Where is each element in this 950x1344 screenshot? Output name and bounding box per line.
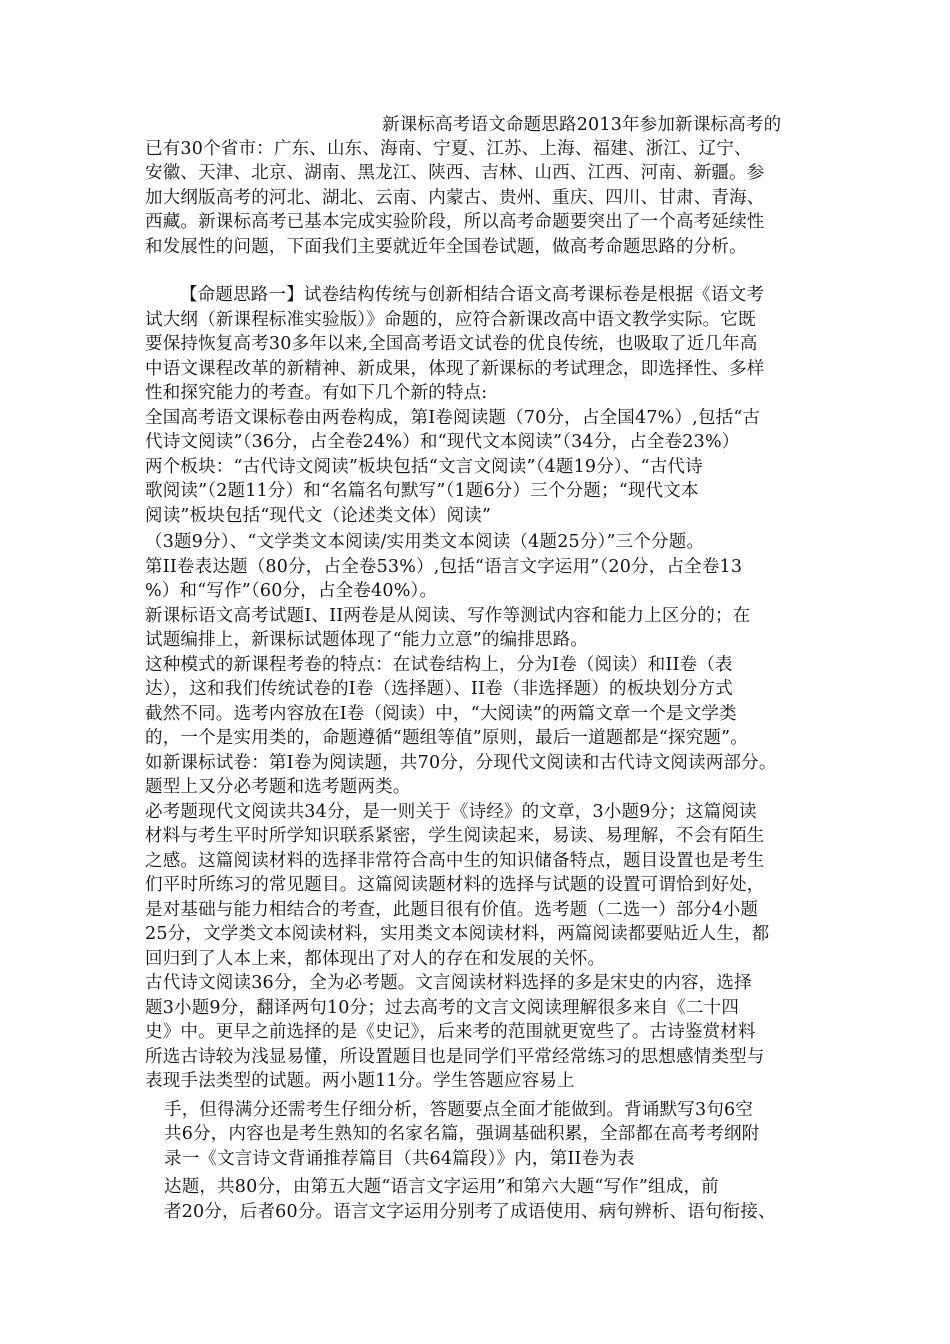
text-line: 新课标高考语文命题思路2013年参加新课标高考的 <box>382 115 782 135</box>
text-line: 所选古诗较为浅显易懂，所设置题目也是同学们平常经常练习的思想感情类型与 <box>145 1047 765 1067</box>
text-line: 题3小题9分，翻译两句10分；过去高考的文言文阅读理解很多来自《二十四 <box>145 998 740 1018</box>
text-line: 西藏。新课标高考已基本完成实验阶段，所以高考命题要突出了一个高考延续性 <box>145 212 765 232</box>
text-line: 必考题现代文阅读共34分，是一则关于《诗经》的文章，3小题9分；这篇阅读 <box>145 802 757 822</box>
text-line: 的，一个是实用类的，命题遵循“题组等值”原则，最后一道题都是“探究题”。 <box>145 728 748 748</box>
text-line: 达题，共80分，由第五大题“语言文字运用”和第六大题“写作”组成，前 <box>164 1177 719 1197</box>
text-line: 全国高考语文课标卷由两卷构成，第I卷阅读题（70分，占全国47%）,包括“古 <box>145 408 761 428</box>
text-line: %）和“写作”（60分，占全卷40%）。 <box>145 581 438 601</box>
text-line: 如新课标试卷：第I卷为阅读题，共70分，分现代文阅读和古代诗文阅读两部分。 <box>145 753 777 773</box>
text-line: 两个板块：“古代诗文阅读”板块包括“文言文阅读”（4题19分）、“古代诗 <box>145 457 703 477</box>
text-line: 截然不同。选考内容放在I卷（阅读）中，“大阅读”的两篇文章一个是文学类 <box>145 704 737 724</box>
text-line: 试题编排上，新课标试题体现了“能力立意”的编排思路。 <box>145 630 589 650</box>
text-line: 共6分，内容也是考生熟知的名家名篇，强调基础积累，全部都在高考考纲附 <box>164 1124 760 1144</box>
text-line: 是对基础与能力相结合的考查，此题目很有价值。选考题（二选一）部分4小题 <box>145 900 759 920</box>
text-line: 录一《文言诗文背诵推荐篇目（共64篇段）》内，第II卷为表 <box>164 1149 635 1169</box>
text-line: 安徽、天津、北京、湖南、黑龙江、陕西、吉林、山西、江西、河南、新疆。参 <box>145 163 765 183</box>
text-line: 25分，文学类文本阅读材料，实用类文本阅读材料，两篇阅读都要贴近人生，都 <box>145 924 770 944</box>
text-line: 材料与考生平时所学知识联系紧密，学生阅读起来，易读、易理解，不会有陌生 <box>145 826 765 846</box>
text-line: 性和探究能力的考查。有如下几个新的特点: <box>145 383 488 403</box>
text-line: 题型上又分必考题和选考题两类。 <box>145 777 411 797</box>
text-line: 代诗文阅读”（36分，占全卷24%）和“现代文本阅读”（34分，占全卷23%） <box>145 432 740 452</box>
text-line: 手，但得满分还需考生仔细分析，答题要点全面才能做到。背诵默写3句6空 <box>164 1100 754 1120</box>
text-line: 们平时所练习的常见题目。这篇阅读题材料的选择与试题的设置可谓恰到好处， <box>145 875 765 895</box>
text-line: 表现手法类型的试题。两小题11分。学生答题应容易上 <box>145 1071 575 1091</box>
text-line: 新课标语文高考试题I、II两卷是从阅读、写作等测试内容和能力上区分的；在 <box>145 606 751 626</box>
text-line: 【命题思路一】试卷结构传统与创新相结合语文高考课标卷是根据《语文考 <box>180 285 765 305</box>
text-line: 者20分，后者60分。语言文字运用分别考了成语使用、病句辨析、语句衔接、 <box>164 1202 776 1222</box>
text-line: 已有30个省市：广东、山东、海南、宁夏、江苏、上海、福建、浙江、辽宁、 <box>145 139 752 159</box>
text-line: 加大纲版高考的河北、湖北、云南、内蒙古、贵州、重庆、四川、甘肃、青海、 <box>145 188 765 208</box>
text-line: 阅读”板块包括“现代文（论述类文体）阅读” <box>145 506 492 526</box>
text-line: 和发展性的问题，下面我们主要就近年全国卷试题，做高考命题思路的分析。 <box>145 237 747 257</box>
text-line: （3题9分）、“文学类文本阅读/实用类文本阅读（4题25分）”三个分题。 <box>145 532 705 552</box>
text-line: 这种模式的新课程考卷的特点：在试卷结构上，分为I卷（阅读）和II卷（表 <box>145 655 733 675</box>
text-line: 歌阅读”（2题11分）和“名篇名句默写”（1题6分）三个分题；“现代文本 <box>145 481 699 501</box>
text-line: 古代诗文阅读36分，全为必考题。文言阅读材料选择的多是宋史的内容，选择 <box>145 973 752 993</box>
text-line: 中语文课程改革的新精神、新成果，体现了新课标的考试理念，即选择性、多样 <box>145 359 765 379</box>
text-line: 史》中。更早之前选择的是《史记》，后来考的范围就更宽些了。古诗鉴赏材料 <box>145 1022 756 1042</box>
text-line: 要保持恢复高考30多年以来,全国高考语文试卷的优良传统，也吸取了近几年高 <box>145 334 758 354</box>
text-line: 回归到了人本上来，都体现出了对人的存在和发展的关怀。 <box>145 949 606 969</box>
text-line: 达），这和我们传统试卷的I卷（选择题）、II卷（非选择题）的板块划分方式 <box>145 679 733 699</box>
text-line: 之感。这篇阅读材料的选择非常符合高中生的知识储备特点，题目设置也是考生 <box>145 851 765 871</box>
text-line: 第II卷表达题（80分，占全卷53%）,包括“语言文字运用”（20分，占全卷13 <box>145 557 743 577</box>
text-line: 试大纲（新课程标准实验版）》命题的，应符合新课改高中语文教学实际。它既 <box>145 310 756 330</box>
